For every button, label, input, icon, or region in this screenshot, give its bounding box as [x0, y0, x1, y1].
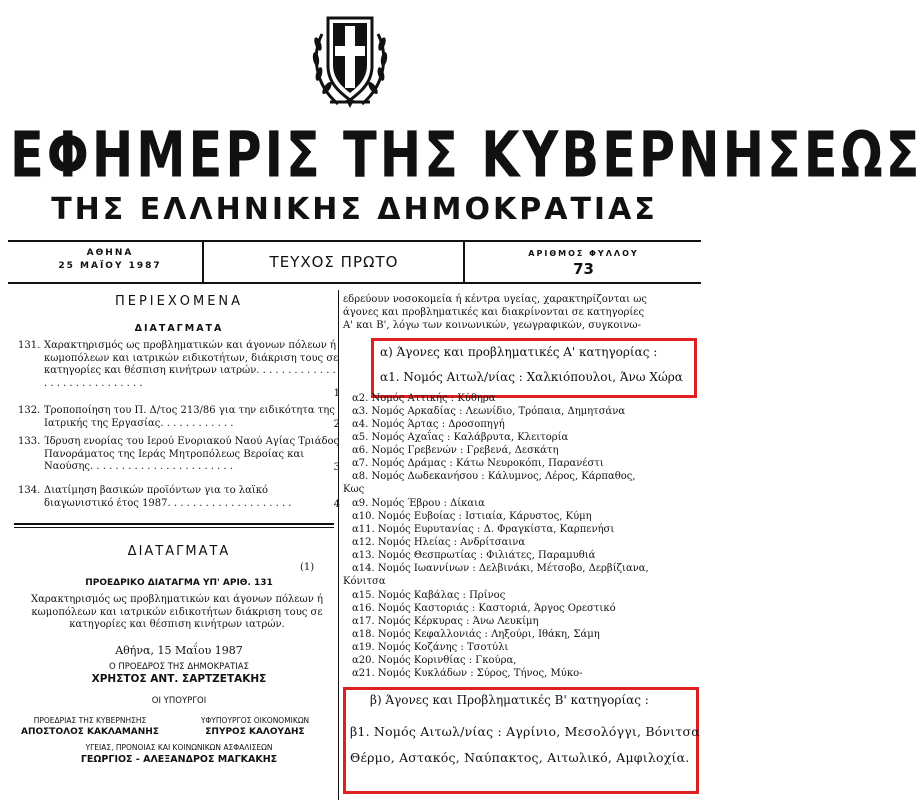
- item-page: 1: [333, 387, 340, 399]
- intro-line: άγονες και προβληματικές και διακρίνονται σε κατηγορίες: [343, 307, 645, 318]
- sheet-number-label: ΑΡΙΘΜΟΣ ΦΥΛΛΟΥ: [528, 249, 639, 258]
- category-a-item: α3. Νομός Αρκαδίας : Λεωνίδιο, Τρόπαια, Δημητσάνα: [352, 406, 626, 417]
- minister-2-name: ΣΠΥΡΟΣ ΚΑΛΟΥΔΗΣ: [205, 727, 305, 737]
- decree-note: (1): [300, 562, 315, 573]
- category-b-heading: β) Άγονες και Προβληματικές Β' κατηγορίας :: [370, 693, 649, 707]
- contents-item-134: [18, 485, 340, 511]
- contents-item-131: [18, 340, 340, 400]
- president-name: ΧΡΗΣΤΟΣ ΑΝΤ. ΣΑΡΤΖΕΤΑΚΗΣ: [91, 673, 267, 685]
- item-number: 131.: [18, 340, 41, 351]
- category-a-item: α14. Νομός Ιωαννίνων : Δελβινάκι, Μέτσοβο, Δερβίζιανα,: [352, 563, 649, 574]
- item-page: 2: [333, 418, 340, 430]
- category-a-item: α19. Νομός Κοζάνης : Τσοτύλι: [352, 642, 509, 653]
- item-number: 132.: [18, 405, 41, 416]
- contents-item-132: [18, 405, 340, 431]
- item-page: 4: [333, 498, 340, 510]
- category-a-item: Κόνιτσα: [343, 576, 386, 587]
- minister-3-name: ΓΕΩΡΓΙΟΣ - ΑΛΕΞΑΝΔΡΟΣ ΜΑΓΚΑΚΗΣ: [80, 754, 278, 765]
- category-a-item: α13. Νομός Θεσπρωτίας : Φιλιάτες, Παραμυθιά: [352, 550, 596, 561]
- category-a-item: α9. Νομός Έβρου : Δίκαια: [352, 498, 485, 509]
- category-a-item: α2. Νομός Αττικής : Κύθηρα: [352, 393, 496, 404]
- president-title: Ο ΠΡΟΕΔΡΟΣ ΤΗΣ ΔΗΜΟΚΡΑΤΙΑΣ: [109, 662, 249, 672]
- gazette-subtitle: ΤΗΣ ΕΛΛΗΝΙΚΗΣ ΔΗΜΟΚΡΑΤΙΑΣ: [51, 192, 658, 227]
- sheet-number: 73: [573, 260, 594, 278]
- category-a-item: α10. Νομός Ευβοίας : Ιστιαία, Κάρυστος, Κύμη: [352, 511, 592, 522]
- minister-2-title: ΥΦΥΠΟΥΡΓΟΣ ΟΙΚΟΝΟΜΙΚΩΝ: [200, 716, 310, 725]
- contents-item-133: [18, 436, 340, 474]
- minister-1-title: ΠΡΟΕΔΡΙΑΣ ΤΗΣ ΚΥΒΕΡΝΗΣΗΣ: [33, 716, 147, 725]
- item-text: Χαρακτηρισμός ως προβληματικών και άγονων πόλεων ή κωμοπόλεων και ιατρικών ειδικοτήτων, διάκριση τους σε κατηγορίες και θέσπιση κινήτρων ιατρών. . . . . . . . . . . . . . . . . . . . . . . . . . . . .: [44, 340, 339, 389]
- item-number: 134.: [18, 485, 41, 496]
- category-a-item: α16. Νομός Καστοριάς : Καστοριά, Άργος Ορεστικό: [352, 603, 616, 614]
- category-a-heading: α) Άγονες και προβληματικές Α' κατηγορίας :: [380, 345, 658, 359]
- contents-heading: ΠΕΡΙΕΧΟΜΕΝΑ: [114, 294, 244, 309]
- category-a-item: α4. Νομός Άρτας : Δροσοπηγή: [352, 419, 505, 430]
- category-a-item: α12. Νομός Ηλείας : Ανδρίτσαινα: [352, 537, 526, 548]
- intro-line: εδρεύουν νοσοκομεία ή κέντρα υγείας, χαρακτηρίζονται ως: [343, 294, 648, 305]
- category-a-item: α6. Νομός Γρεβενών : Γρεβενά, Δεσκάτη: [352, 445, 559, 456]
- minister-1-name: ΑΠΟΣΤΟΛΟΣ ΚΑΚΛΑΜΑΝΗΣ: [21, 727, 159, 737]
- category-b-line: β1. Νομός Αιτωλ/νίας : Αγρίνιο, Μεσολόγγι, Βόνιτσα: [350, 724, 700, 739]
- category-a-item: α21. Νομός Κυκλάδων : Σύρος, Τήνος, Μύκο-: [352, 668, 583, 679]
- issue-series: ΤΕΥΧΟΣ ΠΡΩΤΟ: [269, 253, 399, 271]
- item-text: Διατίμηση βασικών προϊόντων για το λαϊκό διαγωνιστικό έτος 1987. . . . . . . . . . . . . . . . . . . .: [44, 485, 292, 509]
- category-a-item: α15. Νομός Καβάλας : Πρίνος: [352, 590, 506, 601]
- ministers-label: ΟΙ ΥΠΟΥΡΓΟΙ: [151, 696, 207, 706]
- decree-body: Χαρακτηρισμός ως προβληματικών και άγονων πόλεων ή κωμοπόλεων και ιατρικών ειδικοτήτων διάκριση τους σε κατηγορίες και θέσπιση κινήτρων ιατρών.: [31, 594, 323, 630]
- category-a-first-item: α1. Νομός Αιτωλ/νίας : Χαλκιόπουλοι, Άνω Χώρα: [380, 370, 683, 384]
- item-page: 3: [333, 461, 340, 473]
- intro-line: Α' και Β', λόγω των κοινωνικών, γεωγραφικών, συγκοινω-: [343, 320, 641, 331]
- category-a-item: α18. Νομός Κεφαλλονιάς : Ληξούρι, Ιθάκη, Σάμη: [352, 629, 600, 640]
- gazette-title: ΕΦΗΜΕΡΙΣ ΤΗΣ ΚΥΒΕΡΝΗΣΕΩΣ: [10, 118, 922, 192]
- category-b-line: Θέρμο, Αστακός, Ναύπακτος, Αιτωλικό, Αμφιλοχία.: [350, 750, 690, 765]
- item-number: 133.: [18, 436, 41, 447]
- decree-title: ΠΡΟΕΔΡΙΚΟ ΔΙΑΤΑΓΜΑ ΥΠ' ΑΡΙΘ. 131: [85, 578, 273, 588]
- city-label: ΑΘΗΝΑ: [86, 248, 134, 258]
- contents-subheading: ΔΙΑΤΑΓΜΑΤΑ: [134, 323, 224, 334]
- category-a-item: α5. Νομός Αχαΐας : Καλάβρυτα, Κλειτορία: [352, 432, 569, 443]
- item-text: Τροποποίηση του Π. Δ/τος 213/86 για την ειδικότητα της Ιατρικής της Εργασίας. . . . . . . . . . . .: [44, 405, 335, 429]
- category-a-item: Κως: [343, 484, 365, 495]
- decree-heading: ΔΙΑΤΑΓΜΑΤΑ: [127, 544, 231, 559]
- issue-date: 25 ΜΑΪΟΥ 1987: [58, 261, 162, 271]
- category-a-item: α7. Νομός Δράμας : Κάτω Νευροκόπι, Παρανέστι: [352, 458, 604, 469]
- decree-place-date: Αθήνα, 15 Μαΐου 1987: [115, 644, 243, 657]
- coat-of-arms-emblem: [308, 4, 392, 112]
- category-a-item: α17. Νομός Κέρκυρας : Άνω Λευκίμη: [352, 616, 539, 627]
- category-a-item: α8. Νομός Δωδεκανήσου : Κάλυμνος, Λέρος, Κάρπαθος,: [352, 471, 636, 482]
- minister-3-title: ΥΓΕΙΑΣ, ΠΡΟΝΟΙΑΣ ΚΑΙ ΚΟΙΝΩΝΙΚΩΝ ΑΣΦΑΛΙΣΕΩΝ: [85, 743, 273, 752]
- category-a-item: α11. Νομός Ευρυτανίας : Δ. Φραγκίστα, Καρπενήσι: [352, 524, 615, 535]
- item-text: Ίδρυση ενορίας του Ιερού Ενοριακού Ναού Αγίας Τριάδος Πανοράματος της Ιεράς Μητροπόλεως Βεροίας και Ναούσης. . . . . . . . . . . . . . . . . . . . . . .: [44, 436, 340, 472]
- category-a-item: α20. Νομός Κορινθίας : Γκούρα,: [352, 655, 517, 666]
